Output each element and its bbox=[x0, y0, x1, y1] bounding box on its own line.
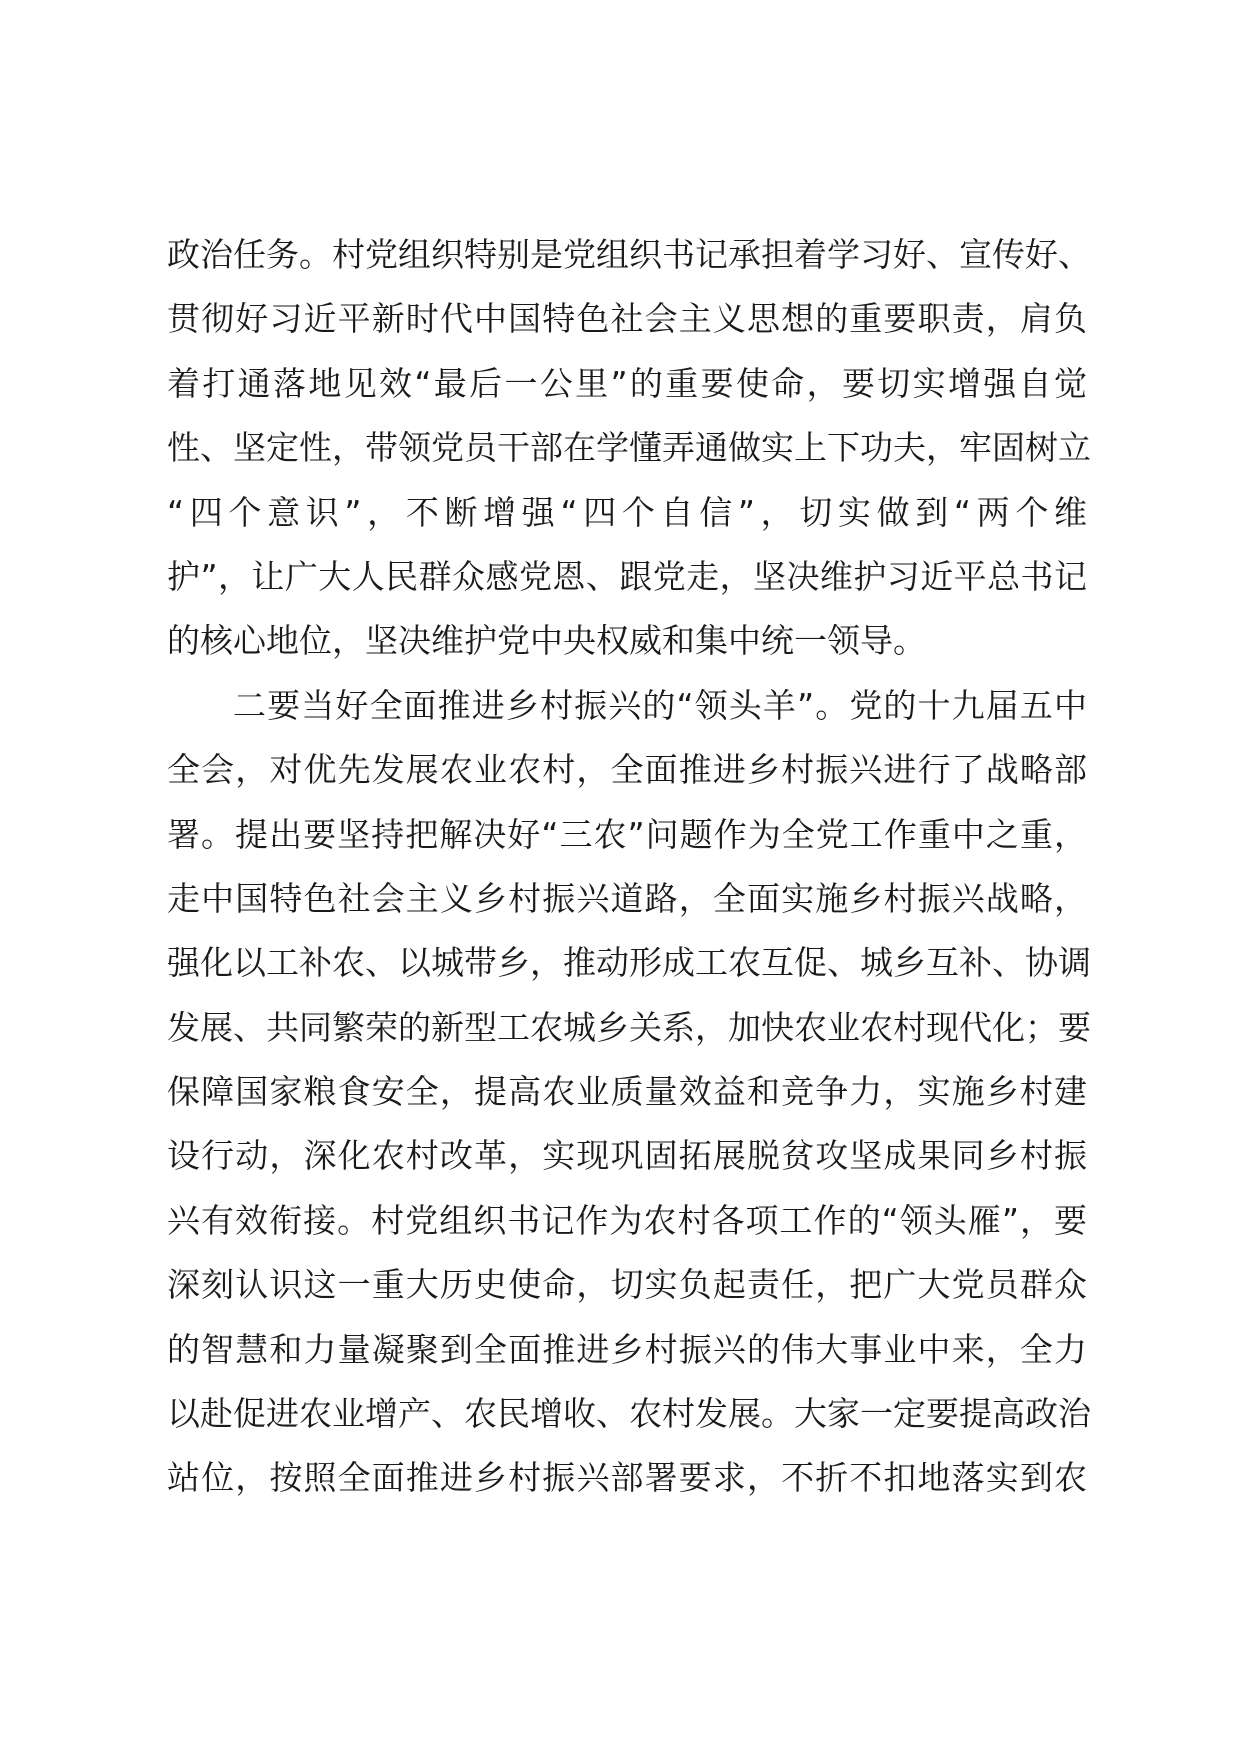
text-line-16: 兴有效衔接。村党组织书记作为农村各项工作的“领头雁”，要 bbox=[167, 1200, 1087, 1240]
text-line-1: 政治任务。村党组织特别是党组织书记承担着学习好、宣传好、 bbox=[167, 235, 1091, 274]
text-line-18: 的智慧和力量凝聚到全面推进乡村振兴的伟大事业中来，全力 bbox=[167, 1329, 1087, 1369]
text-line-12: 强化以工补农、以城带乡，推动形成工农互促、城乡互补、协调 bbox=[167, 943, 1091, 983]
text-line-9: 全会，对优先发展农业农村，全面推进乡村振兴进行了战略部 bbox=[167, 750, 1087, 790]
text-line-13: 发展、共同繁荣的新型工农城乡关系，加快农业农村现代化；要 bbox=[167, 1007, 1091, 1047]
text-line-14: 保障国家粮食安全，提高农业质量效益和竞争力，实施乡村建 bbox=[167, 1072, 1087, 1112]
text-line-10: 署。提出要坚持把解决好“三农”问题作为全党工作重中之重， bbox=[167, 814, 1087, 854]
text-line-17: 深刻认识这一重大历史使命，切实负起责任，把广大党员群众 bbox=[167, 1265, 1087, 1305]
text-line-7: 的核心地位，坚决维护党中央权威和集中统一领导。 bbox=[167, 621, 926, 661]
text-line-20: 站位，按照全面推进乡村振兴部署要求，不折不扣地落实到农 bbox=[167, 1458, 1087, 1498]
text-line-6: 护”，让广大人民群众感党恩、跟党走，坚决维护习近平总书记 bbox=[167, 556, 1087, 596]
text-line-19: 以赴促进农业增产、农民增收、农村发展。大家一定要提高政治 bbox=[167, 1394, 1091, 1434]
body-text bbox=[167, 223, 1091, 1511]
text-line-5: “四个意识”，不断增强“四个自信”，切实做到“两个维 bbox=[167, 492, 1087, 532]
text-line-3: 着打通落地见效“最后一公里”的重要使命，要切实增强自觉 bbox=[167, 363, 1087, 403]
text-line-2: 贯彻好习近平新时代中国特色社会主义思想的重要职责，肩负 bbox=[167, 299, 1087, 339]
text-line-8: 二要当好全面推进乡村振兴的“领头羊”。党的十九届五中 bbox=[233, 685, 1087, 725]
text-line-11: 走中国特色社会主义乡村振兴道路，全面实施乡村振兴战略， bbox=[167, 878, 1087, 918]
text-line-4: 性、坚定性，带领党员干部在学懂弄通做实上下功夫，牢固树立 bbox=[167, 428, 1091, 468]
text-line-15: 设行动，深化农村改革，实现巩固拓展脱贫攻坚成果同乡村振 bbox=[167, 1136, 1087, 1176]
